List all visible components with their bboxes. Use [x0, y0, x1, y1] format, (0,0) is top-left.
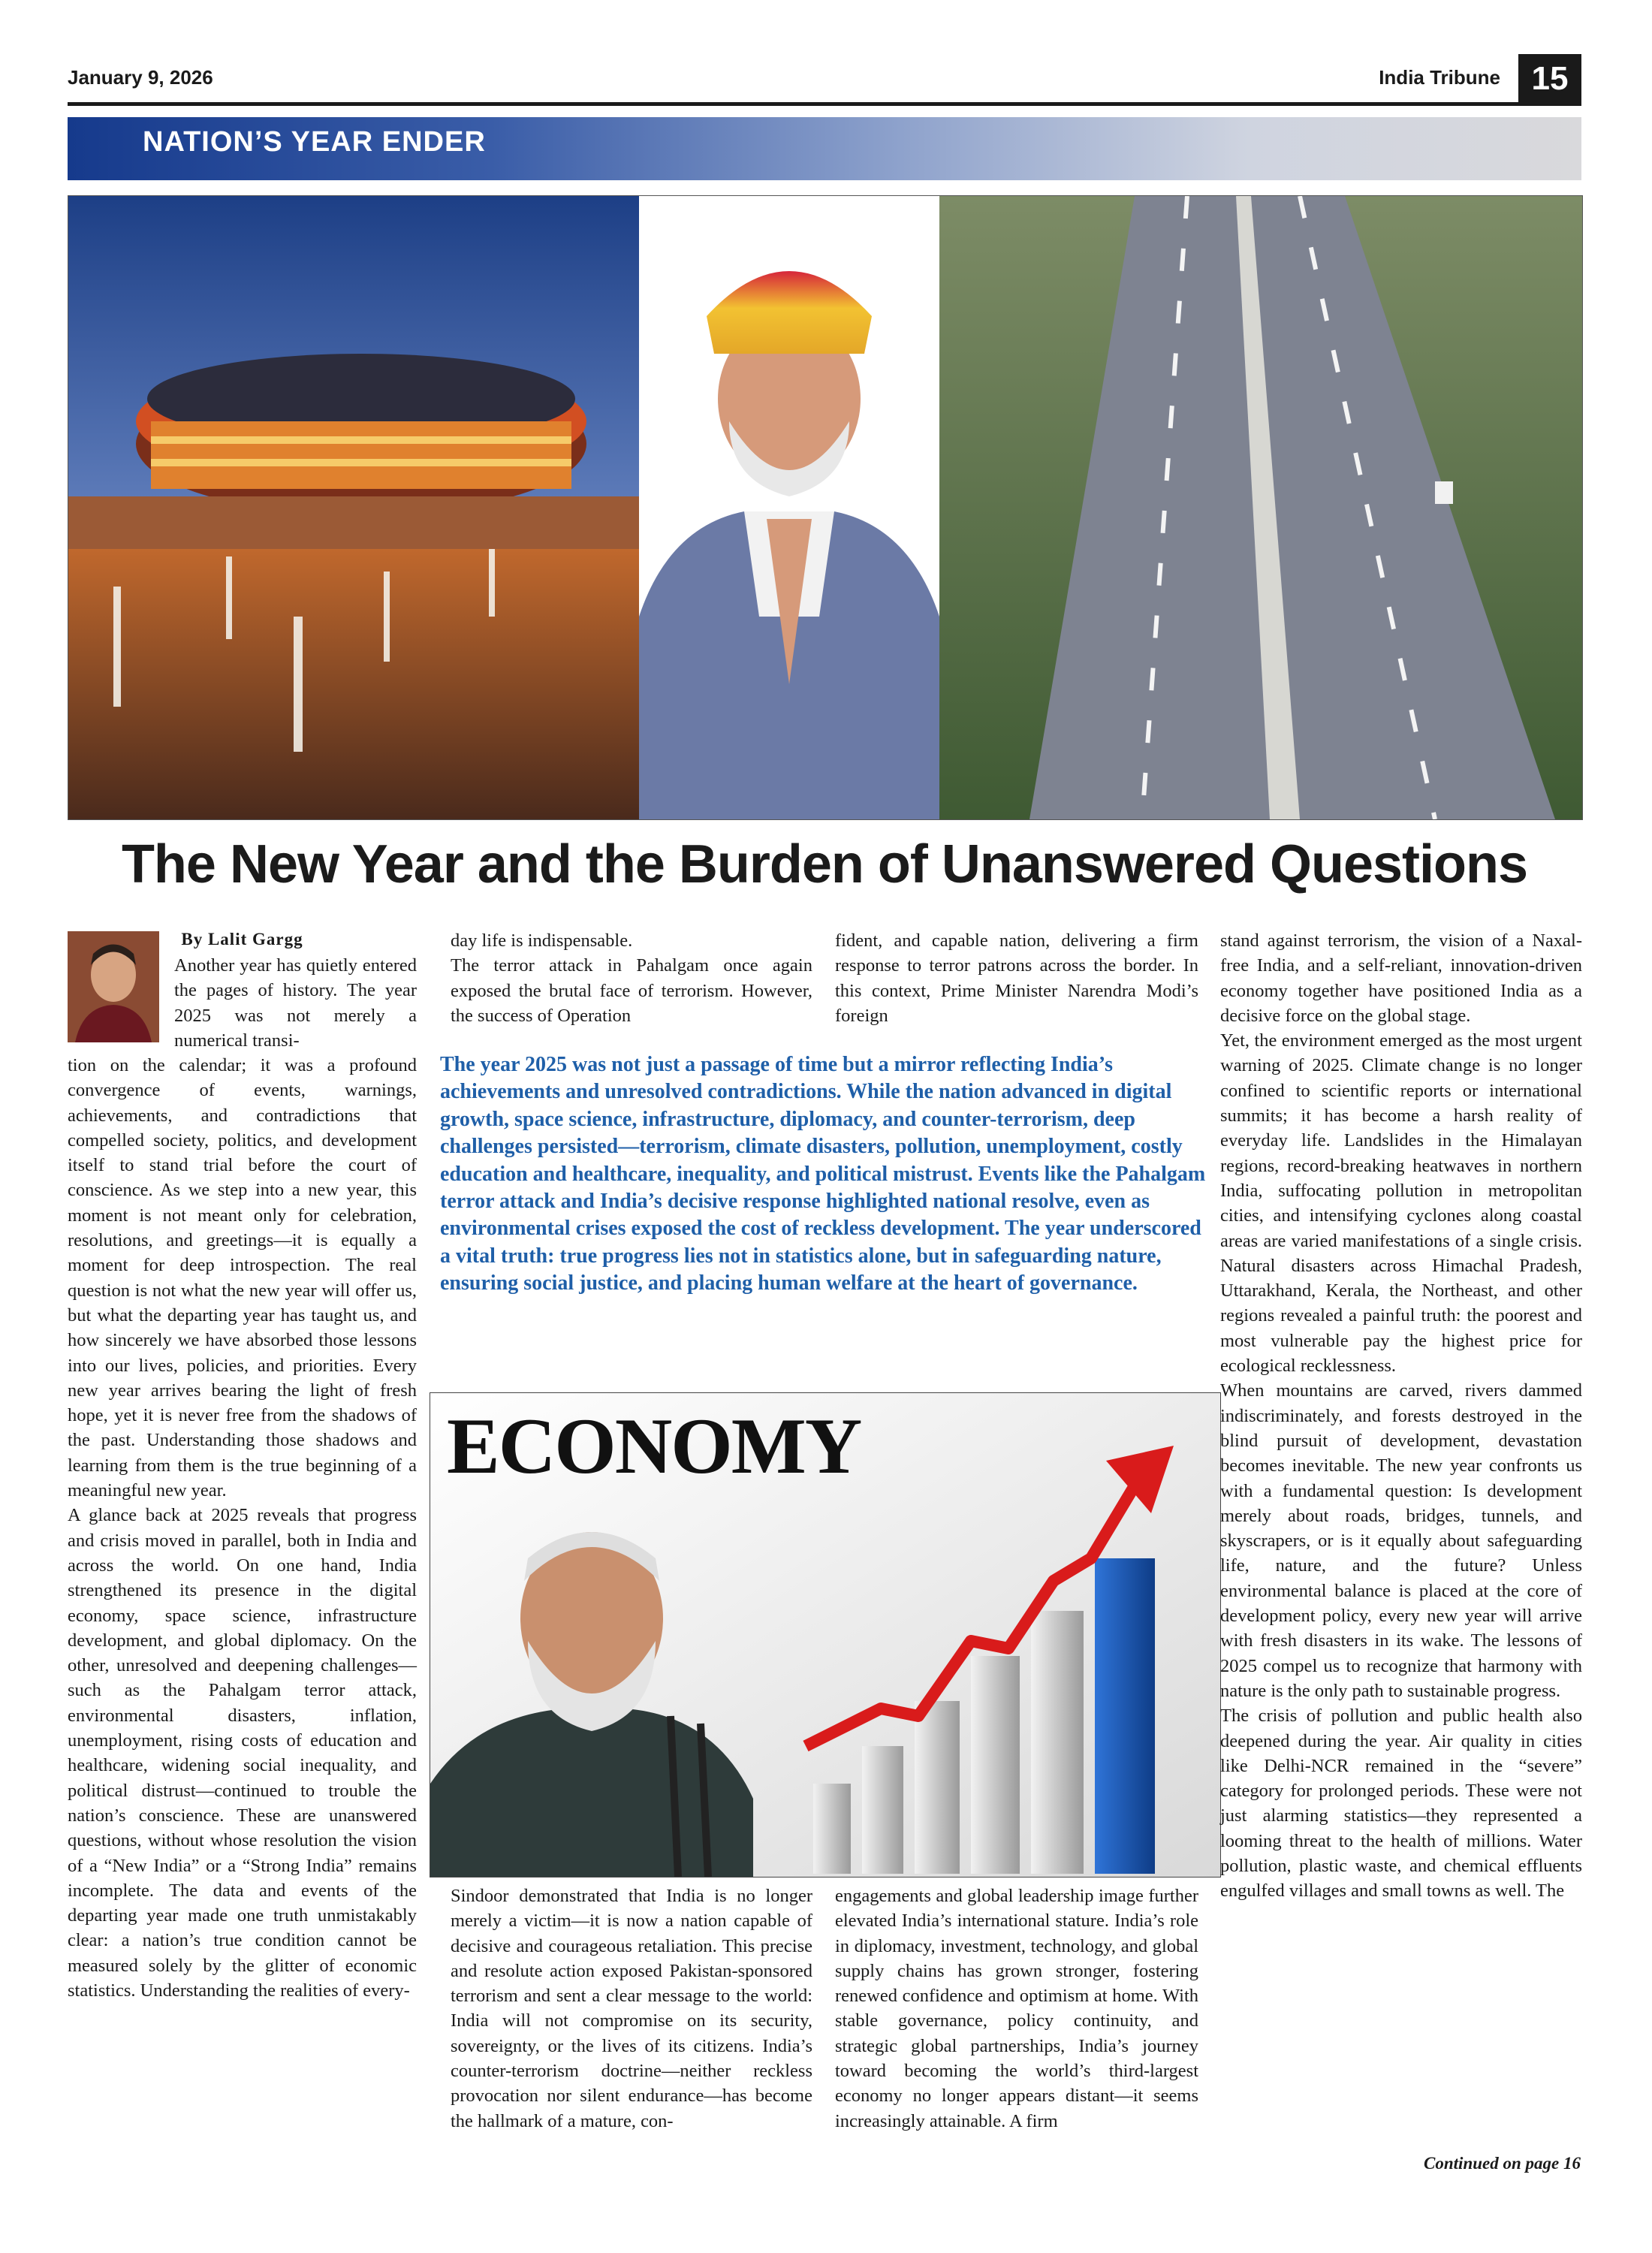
hero-photo-collage	[68, 195, 1583, 820]
continued-note: Continued on page 16	[1424, 2154, 1581, 2173]
pull-quote: The year 2025 was not just a passage of time but a mirror reflecting India’s achievements and unresolved contradictions. While the nation advanced in digital growth, space science, infrastructure, diplomacy, and counter-terrorism, deep challenges persisted—terrorism, climate disasters, pollution, unemployment, costly education and healthcare, inequality, and political mistrust. Events like the Pahalgam terror attack and India’s decisive response highlighted national resolve, even as environmental crises exposed the cost of reckless development. The year underscored a vital truth: true progress lies not in statistics alone, but in safeguarding nature, ensuring social justice, and placing human welfare at the heart of governance.	[440, 1053, 1206, 1295]
paragraph: stand against terrorism, the vision of a Naxal-free India, and a self-reliant, innovation-driven economy together have positioned India as a decisive force on the global stage.	[1220, 930, 1582, 1026]
paragraph: When mountains are carved, rivers dammed indiscriminately, and forests destroyed in the blind pursuit of development, devastation becomes inevitable. The new year confronts us with a fundamental question: Is development merely about roads, bridges, tunnels, and skyscrapers, or is it equally about safeguarding life, nature, and the future? Unless environmental balance is placed at the core of development policy, every new year will arrive with fresh disasters in its wake. The lessons of 2025 compel us to recognize that harmony with nature is the only path to sustainable progress.	[1220, 1380, 1582, 1701]
paragraph: The crisis of pollution and public health also deepened during the year. Air quality in cities like Delhi-NCR remained in the “severe” category for prolonged periods. These were not just alarming statistics—they represented a looming threat to the health of millions. Water pollution, plastic waste, and chemical effluents engulfed villages and small towns as well. The	[1220, 1706, 1582, 1902]
article-column-1	[68, 1053, 417, 2003]
paragraph: The terror attack in Pahalgam once again exposed the brutal face of terrorism. However, the success of Operation	[451, 955, 812, 1026]
issue-date: January 9, 2026	[68, 66, 213, 89]
header-rule	[68, 102, 1581, 106]
article-column-3-bottom: engagements and global leadership image further elevated India’s international stature. India’s role in diplomacy, investment, technology, and global supply chains has grown stronger, fostering renewed confidence and optimism at home. With stable governance, policy continuity, and strategic global partnerships, India’s journey toward becoming the world’s third-largest economy no longer appears distant—it seems increasingly attainable. A firm	[835, 1886, 1198, 2131]
economy-photo	[430, 1392, 1221, 1878]
article-column-2-bottom: Sindoor demonstrated that India is no longer merely a victim—it is now a nation capable of decisive and courageous retaliation. This precise and resolute action exposed Pakistan-sponsored terrorism and sent a clear message to the world: India will not compromise on its security, sovereignty, or the lives of its citizens. India’s counter-terrorism doctrine—neither reckless provocation nor silent endurance—has become the hallmark of a mature, con-	[451, 1886, 812, 2131]
byline: By Lalit Gargg	[181, 930, 303, 949]
article-column-2-top	[451, 928, 812, 1028]
paragraph: day life is indispensable.	[451, 930, 633, 951]
article-column-1-intro: Another year has quietly entered the pages of history. The year 2025 was not merely a numerical transi-	[174, 955, 417, 1051]
headline: The New Year and the Burden of Unanswered Questions	[121, 834, 1528, 894]
page-number: 15	[1518, 54, 1581, 104]
paragraph: tion on the calendar; it was a profound convergence of events, warnings, achievements, and contradictions that compelled society, politics, and development itself to stand trial before the court of conscience. As we step into a new year, this moment is not meant only for celebration, resolutions, and greetings—it is equally a moment for deep introspection. The real question is not what the new year will offer us, but what the departing year has taught us, and how sincerely we have absorbed those lessons into our lives, policies, and priorities. Every new year arrives bearing the light of fresh hope, yet it is never free from the shadows of the past. Understanding those shadows and learning from them is the true beginning of a meaningful new year.	[68, 1055, 417, 1501]
paragraph: Yet, the environment emerged as the most urgent warning of 2025. Climate change is no longer confined to scientific reports or international summits; it has become a harsh reality of everyday life. Landslides in the Himalayan regions, record-breaking heatwaves in northern India, suffocating pollution in metropolitan cities, and intensifying cyclones along coastal areas are varied manifestations of a single crisis. Natural disasters across Himachal Pradesh, Uttarakhand, Kerala, the Northeast, and other regions revealed a painful truth: the poorest and most vulnerable pay the highest price for ecological recklessness.	[1220, 1030, 1582, 1377]
newspaper-name: India Tribune	[1379, 66, 1500, 89]
author-photo	[68, 931, 159, 1042]
article-column-3-top: fident, and capable nation, delivering a firm response to terror patrons across the border. In this context, Prime Minister Narendra Modi’s foreign	[835, 930, 1198, 1026]
section-title: NATION’S YEAR ENDER	[143, 126, 486, 158]
paragraph: A glance back at 2025 reveals that progress and crisis moved in parallel, both in India and across the world. On one hand, India strengthened its presence in the digital economy, space science, infrastructure development, and global diplomacy. On the other, unresolved and deepening challenges—such as the Pahalgam terror attack, environmental disasters, inflation, unemployment, rising costs of education and healthcare, widening social inequality, and political distrust—continued to trouble the nation’s conscience. These are unanswered questions, without whose resolution the vision of a “New India” or a “Strong India” remains incomplete. The data and events of the departing year made one truth unmistakably clear: a nation’s true condition cannot be measured solely by the glitter of economic statistics. Understanding the realities of every-	[68, 1505, 417, 2001]
economy-image-title: ECONOMY	[447, 1402, 861, 1490]
article-column-4	[1220, 928, 1582, 1904]
